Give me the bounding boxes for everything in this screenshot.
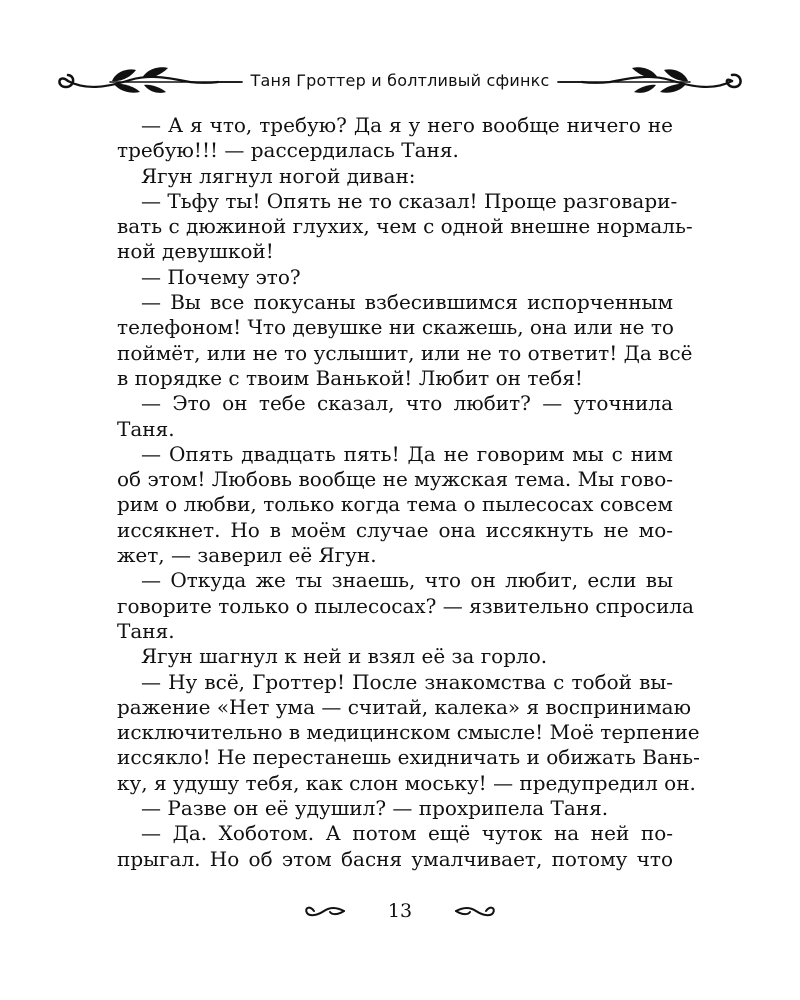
text-line: Таня. — [117, 618, 175, 643]
text-line: Ягун шагнул к ней и взял её за горло. — [141, 644, 548, 669]
page-number: 13 — [387, 900, 413, 922]
text-line: — Это он тебе сказал, что любит? — уточнила — [141, 391, 673, 416]
text-line: — А я что, требую? Да я у него вообще ничего не — [141, 113, 673, 137]
text-line: иссякнет. Но в моём случае она иссякнуть не мо- — [117, 517, 673, 542]
page-body — [117, 113, 700, 872]
text-line: — Опять двадцать пять! Да не говорим мы с ним — [141, 441, 673, 466]
text-line: в порядке с твоим Ванькой! Любит он тебя! — [117, 365, 583, 390]
text-line: Ягун лягнул ногой диван: — [141, 163, 416, 188]
text-line: прыгал. Но об этом басня умалчивает, потому что — [117, 846, 673, 871]
text-line: — Тьфу ты! Опять не то сказал! Проще разговари- — [141, 188, 678, 213]
text-line: жет, — заверил её Ягун. — [117, 543, 377, 568]
text-line: рим о любви, только когда тема о пылесосах совсем — [117, 492, 673, 517]
text-line: — Вы все покусаны взбесившимся испорченным — [141, 290, 673, 315]
text-line: об этом! Любовь вообще не мужская тема. Мы гово- — [117, 467, 673, 492]
text-line: — Почему это? — [141, 264, 301, 289]
text-line: исключительно в медицинском смысле! Моё терпение — [117, 720, 700, 745]
text-line: — Ну всё, Гроттер! После знакомства с тобой вы- — [141, 669, 673, 694]
page-footer — [300, 896, 500, 926]
text-line: телефоном! Что девушке ни скажешь, она или не то — [117, 315, 674, 340]
running-header — [50, 54, 750, 114]
text-line: Таня. — [117, 416, 175, 441]
text-line: иссякло! Не перестанешь ехидничать и обижать Вань- — [117, 745, 700, 770]
text-line: ку, я удушу тебя, как слон моську! — предупредил он. — [117, 770, 696, 795]
text-line: требую!!! — рассердилась Таня. — [117, 138, 459, 163]
text-line: ной девушкой! — [117, 239, 274, 264]
text-line: говорите только о пылесосах? — язвительно спросила — [117, 593, 694, 618]
book-title: Таня Гроттер и болтливый сфинкс — [250, 71, 550, 90]
text-line: вать с дюжиной глухих, чем с одной внешне нормаль- — [117, 214, 693, 239]
text-line: — Да. Хоботом. А потом ещё чуток на ней по- — [141, 821, 673, 846]
text-line: — Откуда же ты знаешь, что он любит, если вы — [141, 568, 673, 593]
text-line: — Разве он её удушил? — прохрипела Таня. — [141, 796, 609, 821]
text-line: поймёт, или не то услышит, или не то ответит! Да всё — [117, 340, 693, 365]
text-line: ражение «Нет ума — считай, калека» я воспринимаю — [117, 694, 691, 719]
